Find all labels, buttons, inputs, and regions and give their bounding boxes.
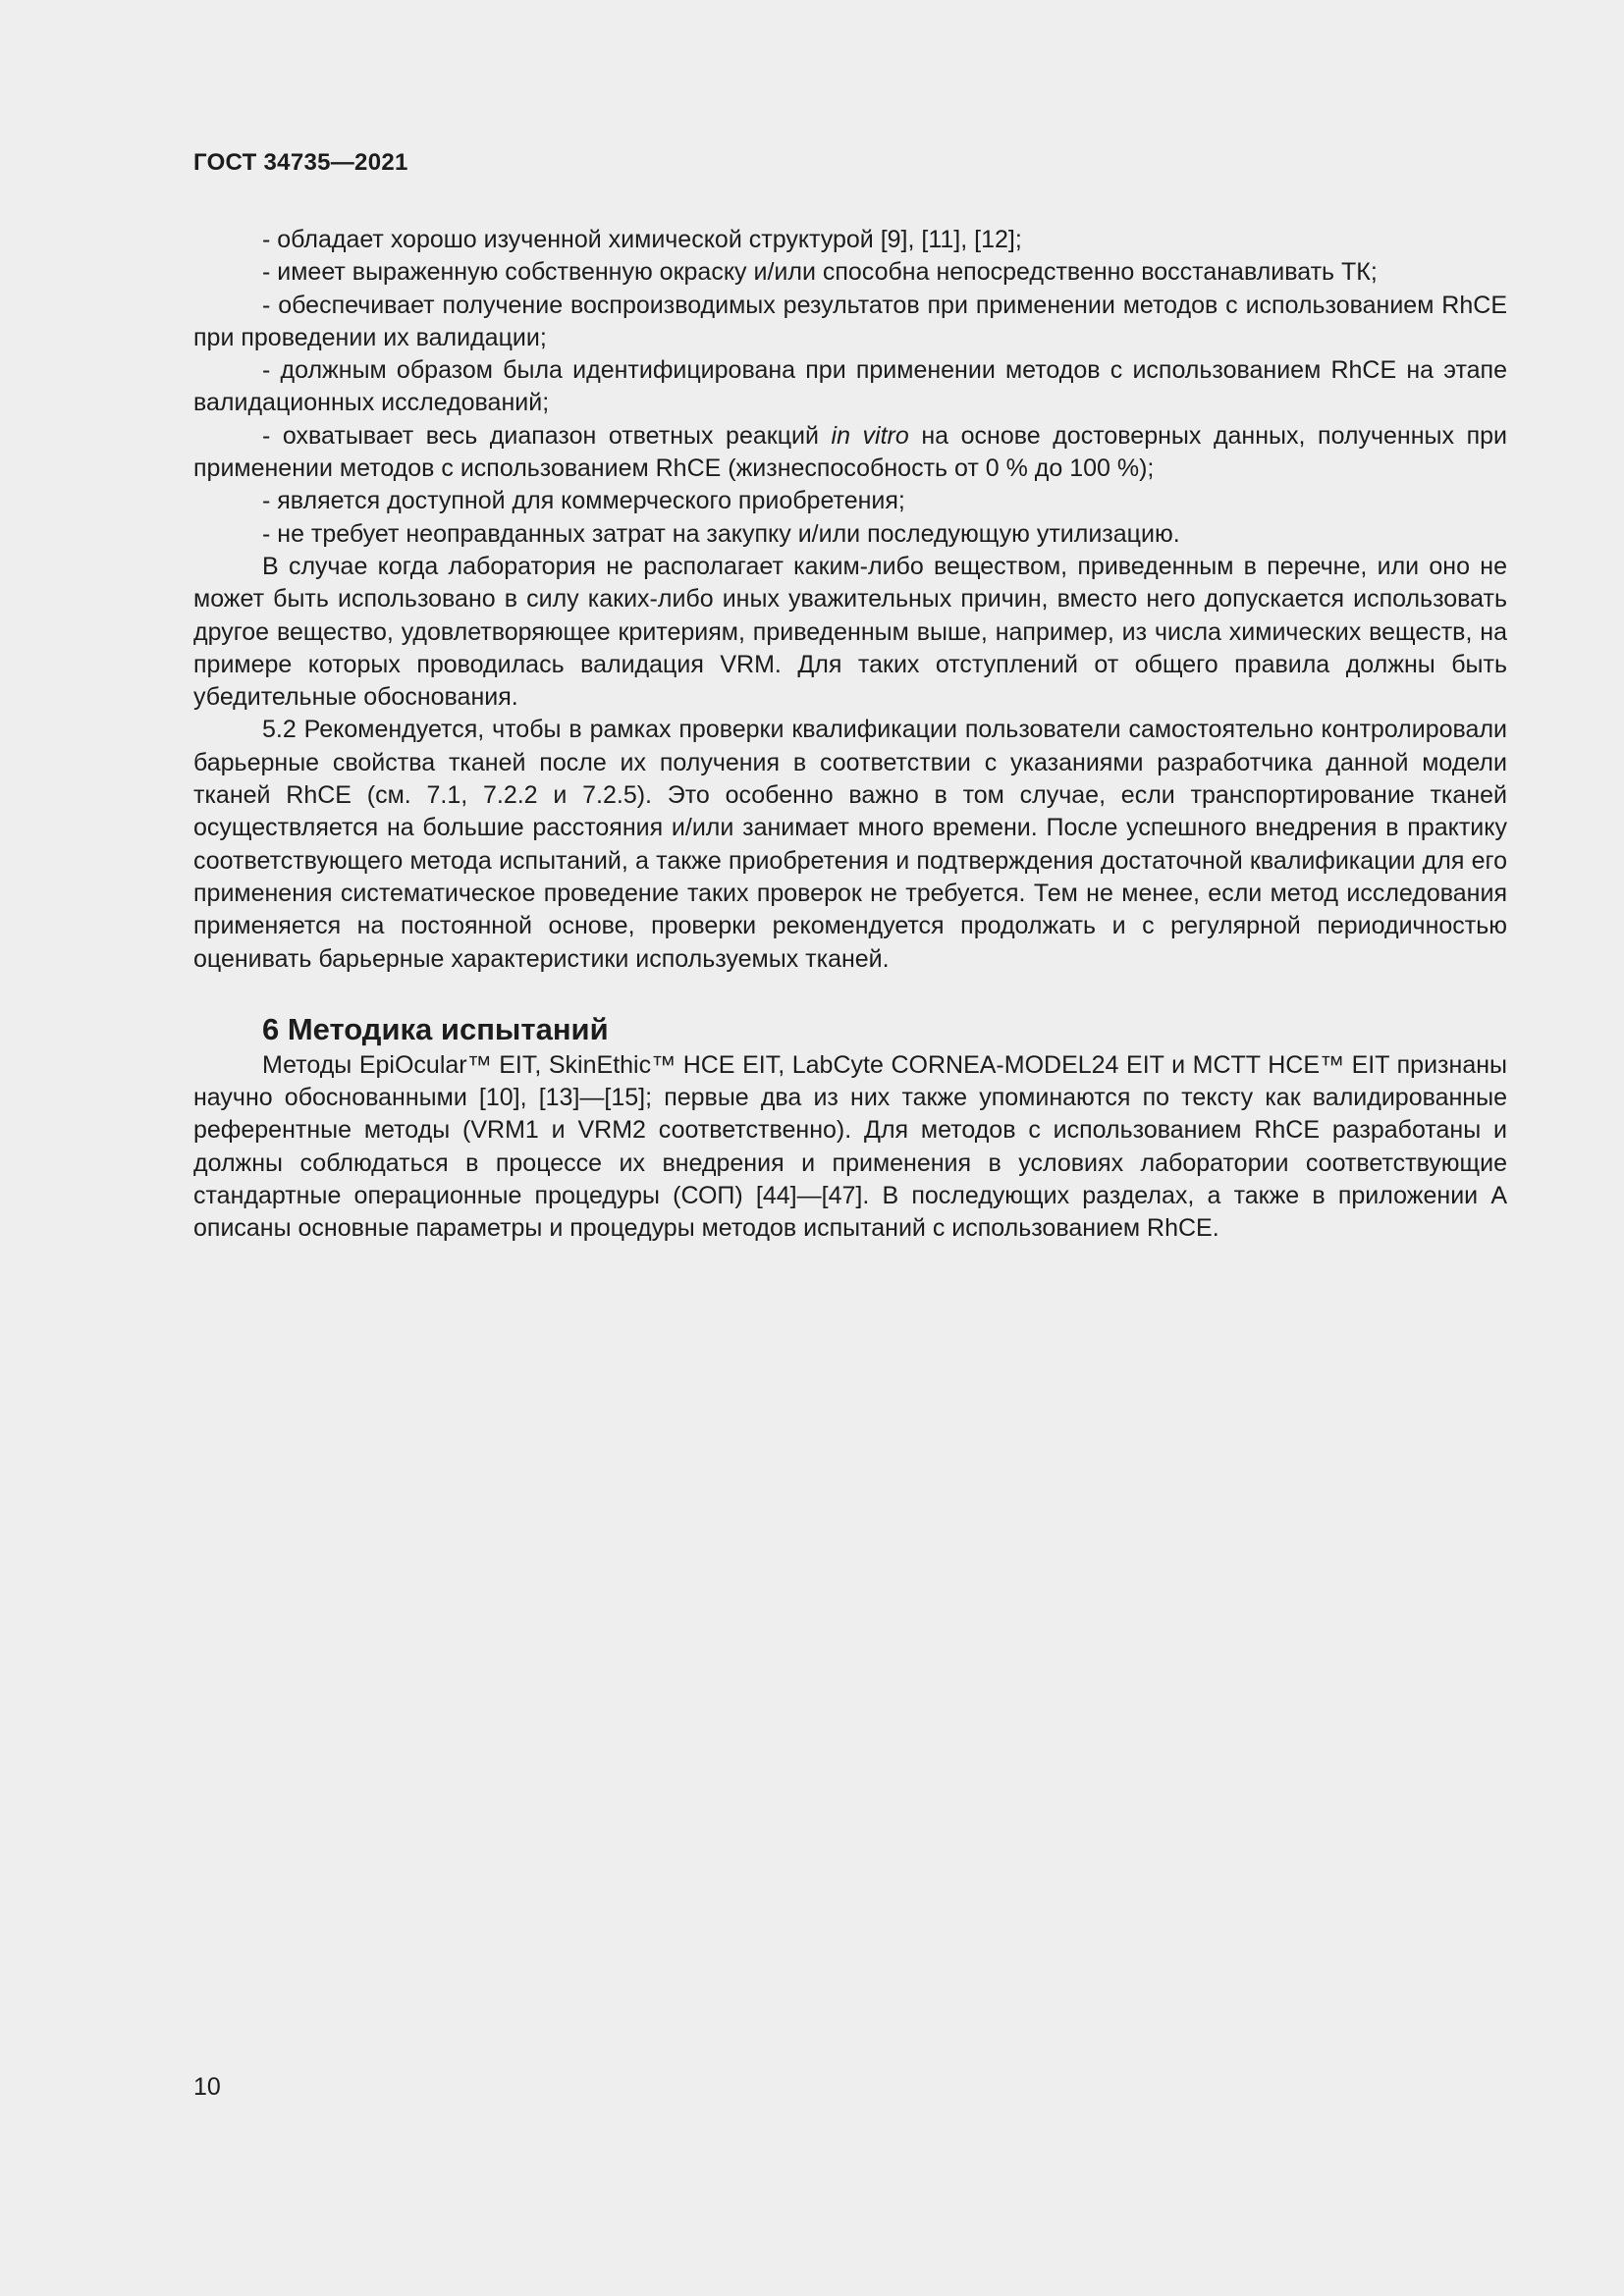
- paragraph-5-2: 5.2 Рекомендуется, чтобы в рамках проверки квалификации пользователи самостоятельно контролировали барьерные свойства тканей после их получения в соответствии с указаниями разработчика данной модели тканей RhCE (см. 7.1, 7.2.2 и 7.2.5). Это особенно важно в том случае, если транспортирование тканей осуществляется на большие расстояния и/или занимает много времени. После успешного внедрения в практику соответствующего метода испытаний, а также приобретения и подтверждения достаточной квалификации для его применения систематическое проведение таких проверок не требуется. Тем не менее, если метод исследования применяется на постоянной основе, проверки рекомендуется продолжать и с регулярной периодичностью оценивать барьерные характеристики используемых тканей.: [193, 716, 1507, 973]
- document-header: ГОСТ 34735—2021: [193, 149, 408, 176]
- list-item-structure: - обладает хорошо изученной химической структурой [9], [11], [12];: [262, 226, 1022, 253]
- section-6-heading: 6 Методика испытаний: [262, 1011, 609, 1046]
- page-number: 10: [193, 2073, 221, 2101]
- list-item-availability: - являетcя доступной для коммерческого приобретения;: [262, 487, 905, 515]
- list-item-cost: - не требует неоправданных затрат на закупку и/или последующую утилизацию.: [262, 519, 1180, 548]
- range-text-after: на основе достоверных данных, полученных при применении методов с использованием RhCE (жизнеспособность от 0 % до 100 %);: [193, 421, 1507, 483]
- section-6-body: Методы EpiOcular™ EIT, SkinEthic™ HCE EIT, LabCyte CORNEA-MODEL24 EIT и MCTT HCE™ EIT признаны научно обоснованными [10], [13]—[15]; первые два из них также упоминаются по тексту как валидированные референтные методы (VRM1 и VRM2 соответственно). Для методов с использованием RhCE разработаны и должны соблюдаться в процессе их внедрения и применения в условиях лаборатории соответствующие стандартные операционные процедуры (СОП) [44]—[47]. В последующих разделах, а также в приложении А описаны основные параметры и процедуры методов испытаний с использованием RhCE.: [193, 1050, 1507, 1243]
- list-item-coloration: - имеет выраженную собственную окраску и/или способна непосредственно восстанавливать ТК;: [262, 258, 1378, 287]
- list-item-reproducibility: - обеспечивает получение воспроизводимых результатов при применении методов с использованием RhCE при проведении их валидации;: [193, 291, 1507, 351]
- range-text-italic: in vitro: [831, 421, 909, 450]
- list-item-response-range: [193, 420, 1507, 486]
- page-content: [193, 224, 1507, 1246]
- paragraph-substitution: В случае когда лаборатория не располагает каким-либо веществом, приведенным в перечне, или оно не может быть использовано в силу каких-либо иных уважительных причин, вместо него допускается использовать другое вещество, удовлетворяющее критериям, приведенным выше, например, из числа химических веществ, на примере которых проводилась валидация VRM. Для таких отступлений от общего правила должны быть убедительные обоснования.: [193, 552, 1507, 712]
- list-item-identification: - должным образом была идентифицирована при применении методов с использованием RhCE на этапе валидационных исследований;: [193, 356, 1507, 417]
- range-text-before: - охватывает весь диапазон ответных реакций: [262, 421, 832, 450]
